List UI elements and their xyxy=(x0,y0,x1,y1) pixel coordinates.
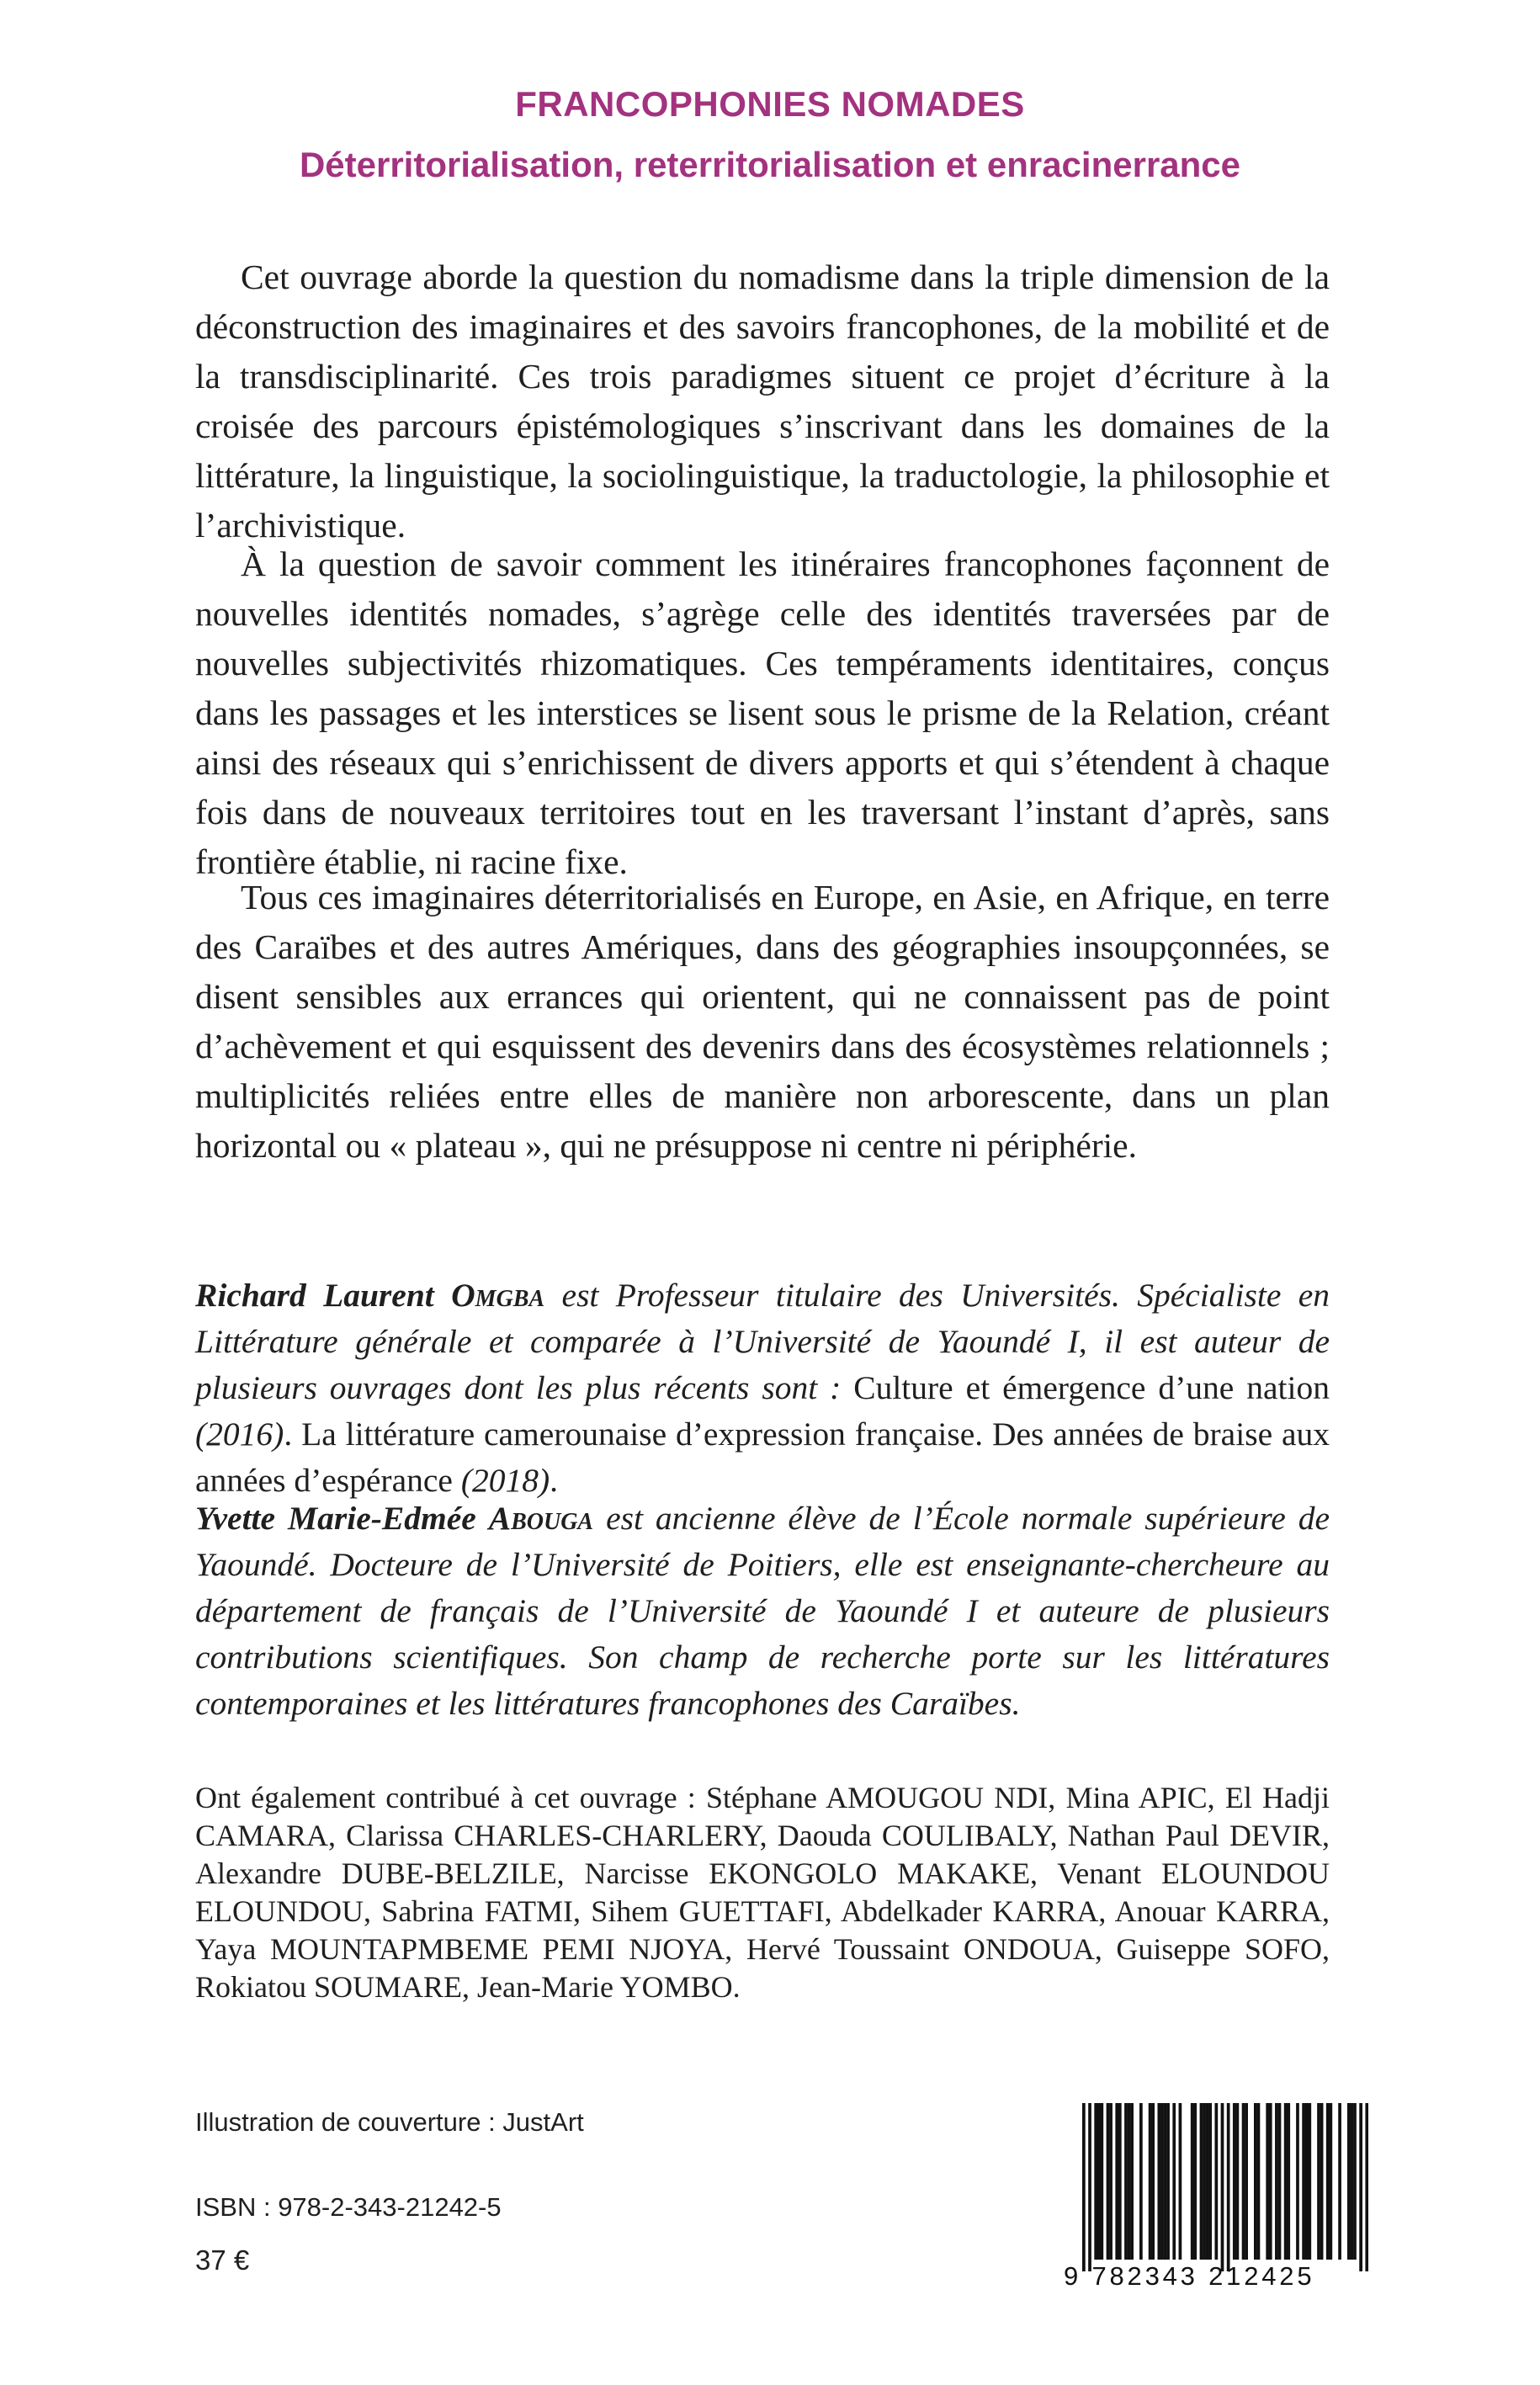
barcode-bar xyxy=(1278,2103,1282,2260)
author-bio-text: est ancienne élève de l’École normale supérieure de Yaoundé. Docteure de l’Université de Poitiers, elle est enseignante-chercheure au département de français de l’Université de Yaoundé I et auteure de plusieurs contributions scientifiques. Son champ de recherche porte sur les littératures contemporaines et les littératures francophones des Caraïbes. xyxy=(195,1500,1330,1722)
barcode-bar xyxy=(1082,2103,1086,2271)
barcode-bar xyxy=(1320,2103,1324,2260)
barcode-bar xyxy=(1118,2103,1122,2260)
barcode-bar xyxy=(1172,2103,1176,2260)
bio-end: . xyxy=(550,1462,558,1499)
barcode-bar xyxy=(1308,2103,1311,2260)
author-first-names: Richard Laurent xyxy=(195,1277,434,1314)
barcode-bars-icon xyxy=(1082,2103,1368,2271)
barcode-bar xyxy=(1100,2103,1103,2260)
barcode-bar xyxy=(1317,2103,1320,2260)
barcode-bar xyxy=(1275,2103,1278,2260)
author-bio-text: est Professeur titulaire des Universités. Spécialiste en Littérature générale et comparée à l’Université de Yaoundé I, il est auteur de plusieurs ouvrages dont les plus récents sont : xyxy=(195,1277,1330,1406)
barcode-bar xyxy=(1160,2103,1164,2260)
barcode-bar xyxy=(1351,2103,1354,2260)
barcode-bar xyxy=(1254,2103,1257,2260)
barcode-bar xyxy=(1166,2103,1170,2260)
barcode-bar xyxy=(1353,2103,1357,2260)
barcode-bar xyxy=(1149,2103,1152,2260)
separator: . xyxy=(284,1416,302,1453)
blurb-paragraph-1 xyxy=(195,252,1330,550)
author-first-names: Yvette Marie-Edmée xyxy=(195,1500,476,1537)
barcode-bar xyxy=(1296,2103,1299,2260)
barcode xyxy=(1064,2098,1372,2300)
barcode-bar xyxy=(1151,2103,1155,2260)
barcode-bar xyxy=(1242,2103,1245,2260)
barcode-bar xyxy=(1191,2103,1194,2260)
barcode-bar xyxy=(1107,2103,1110,2260)
barcode-bar xyxy=(1287,2103,1290,2260)
barcode-digits: 9 782343 212425 xyxy=(1064,2261,1315,2291)
barcode-bar xyxy=(1115,2103,1118,2260)
blurb-paragraph-3-text: Tous ces imaginaires déterritorialisés en Europe, en Asie, en Afrique, en terre des Caraïbes et des autres Amériques, dans des géographies insoupçonnées, se disent sensibles aux errances qui orientent, qui ne connaissent pas de point d’achèvement et qui esquissent des devenirs dans des écosystèmes relationnels ; multiplicités reliées entre elles de manière non arborescente, dans un plan horizontal ou « plateau », qui ne présuppose ni centre ni périphérie. xyxy=(195,878,1330,1165)
barcode-bar xyxy=(1124,2103,1128,2260)
author-bio-omgba xyxy=(195,1272,1330,1504)
barcode-bar xyxy=(1302,2103,1305,2260)
barcode-bar xyxy=(1266,2103,1269,2260)
barcode-bar xyxy=(1128,2103,1131,2260)
barcode-bar xyxy=(1365,2103,1368,2271)
book-year-1: (2016) xyxy=(195,1416,284,1453)
barcode-bar xyxy=(1139,2103,1143,2260)
blurb-paragraph-2 xyxy=(195,539,1330,887)
barcode-bar xyxy=(1157,2103,1160,2260)
blurb-paragraph-1-text: Cet ouvrage aborde la question du nomadisme dans la triple dimension de la déconstruction des imaginaires et des savoirs francophones, de la mobilité et de la transdisciplinarité. Ces trois paradigmes situent ce projet d’écriture à la croisée des parcours épistémologiques s’inscrivant dans les domaines de la littérature, la linguistique, la sociolinguistique, la traductologie, la philosophie et l’archivistique. xyxy=(195,258,1330,544)
book-title-2: La littérature camerounaise d’expression française. Des années de braise aux années d’espérance xyxy=(195,1416,1330,1499)
barcode-bar xyxy=(1221,2103,1224,2271)
barcode-bar xyxy=(1208,2103,1212,2260)
barcode-bar xyxy=(1257,2103,1261,2260)
barcode-bar xyxy=(1097,2103,1101,2260)
barcode-bar xyxy=(1200,2103,1203,2260)
barcode-bar xyxy=(1227,2103,1230,2271)
blurb-paragraph-2-text: À la question de savoir comment les itinéraires francophones façonnent de nouvelles identités nomades, s’agrège celle des identités traversées par de nouvelles subjectivités rhizomatiques. Ces tempéraments identitaires, conçus dans les passages et les interstices se lisent sous le prisme de la Relation, créant ainsi des réseaux qui s’enrichissent de divers apports et qui s’étendent à chaque fois dans de nouveaux territoires tout en les traversant l’instant d’après, sans frontière établie, ni racine fixe. xyxy=(195,544,1330,881)
barcode-bar xyxy=(1109,2103,1113,2260)
barcode-bar xyxy=(1193,2103,1197,2260)
book-year-2: (2018) xyxy=(452,1462,550,1499)
barcode-bar xyxy=(1269,2103,1272,2260)
barcode-bar xyxy=(1130,2103,1134,2260)
book-title: FRANCOPHONIES NOMADES xyxy=(515,84,1025,124)
illustration-credit: Illustration de couverture : JustArt xyxy=(195,2107,584,2137)
book-subtitle: Déterritorialisation, reterritorialisation et enracinerrance xyxy=(299,145,1241,184)
contributors-list: Ont également contribué à cet ouvrage : Stéphane AMOUGOU NDI, Mina APIC, El Hadji CAMARA, Clarissa CHARLES-CHARLERY, Daouda COULIBALY, Nathan Paul DEVIR, Alexandre DUBE-BELZILE, Narcisse EKONGOLO MAKAKE, Venant ELOUNDOU ELOUNDOU, Sabrina FATMI, Sihem GUETTAFI, Abdelkader KARRA, Anouar KARRA, Yaya MOUNTAPMBEME PEMI NJOYA, Hervé Toussaint ONDOUA, Guiseppe SOFO, Rokiatou SOUMARE, Jean-Marie YOMBO. xyxy=(195,1781,1330,2004)
author-bio-abouga xyxy=(195,1495,1330,1727)
barcode-bar xyxy=(1236,2103,1240,2260)
author-surname: Abouga xyxy=(488,1500,594,1537)
author-surname: Omgba xyxy=(451,1277,545,1314)
barcode-bar xyxy=(1329,2103,1332,2260)
barcode-bar xyxy=(1179,2103,1182,2260)
barcode-bar xyxy=(1338,2103,1341,2260)
barcode-bar xyxy=(1088,2103,1091,2271)
book-title-1: Culture et émergence d’une nation xyxy=(853,1369,1330,1406)
barcode-bar xyxy=(1305,2103,1309,2260)
blurb-paragraph-3 xyxy=(195,873,1330,1171)
barcode-bar xyxy=(1347,2103,1351,2260)
barcode-bar xyxy=(1284,2103,1288,2260)
barcode-bar xyxy=(1203,2103,1206,2260)
barcode-bar xyxy=(1233,2103,1236,2260)
barcode-bar xyxy=(1206,2103,1209,2260)
isbn: ISBN : 978-2-343-21242-5 xyxy=(195,2192,502,2222)
barcode-bar xyxy=(1359,2103,1362,2271)
barcode-bar xyxy=(1214,2103,1218,2260)
price: 37 € xyxy=(195,2244,250,2276)
barcode-bar xyxy=(1326,2103,1330,2260)
barcode-bar xyxy=(1164,2103,1167,2260)
barcode-bar xyxy=(1094,2103,1097,2260)
barcode-bar xyxy=(1245,2103,1248,2260)
